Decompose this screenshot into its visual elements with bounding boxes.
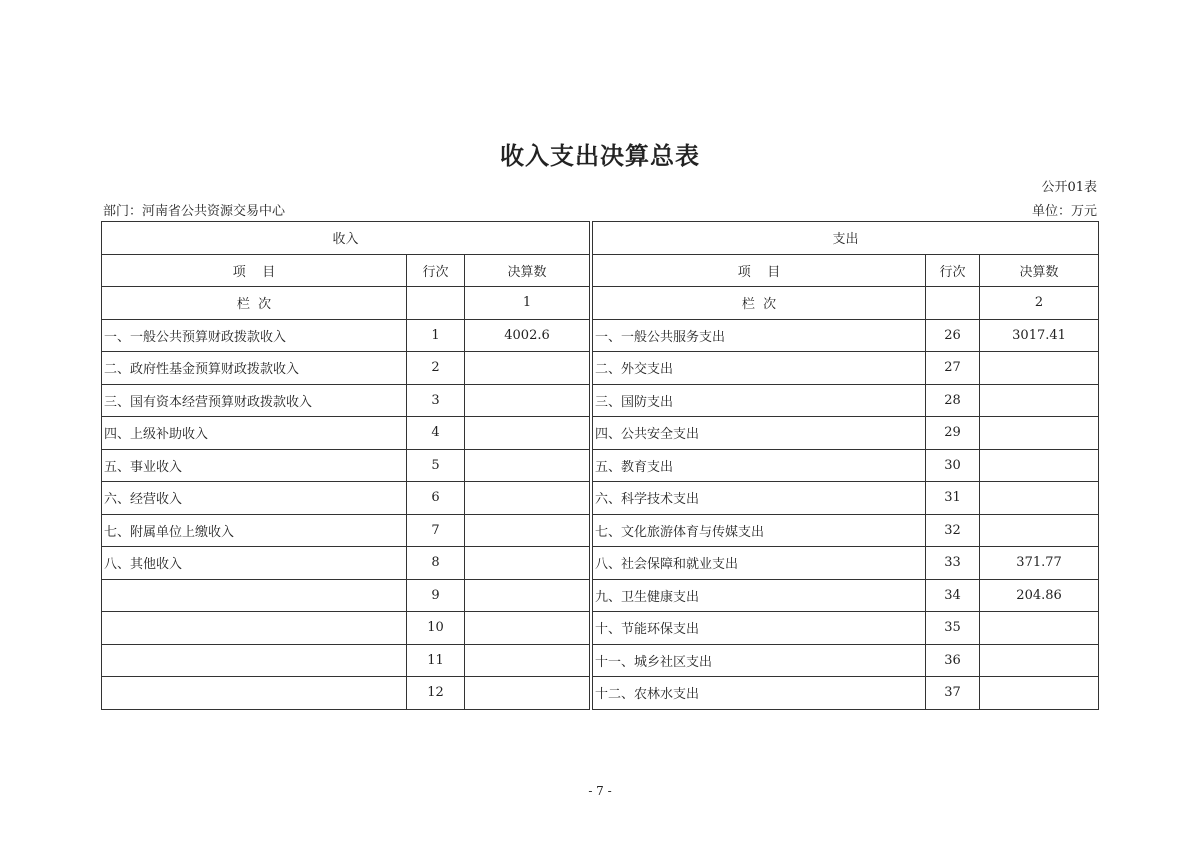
- income-row-no-cell: 2: [407, 352, 465, 385]
- table-row: [102, 449, 1099, 482]
- expense-row-no-cell: 28: [926, 384, 980, 417]
- table-row: [102, 482, 1099, 515]
- income-expense-table: [101, 221, 1099, 710]
- expense-item-cell: 二、外交支出: [593, 352, 926, 385]
- expense-row-no-cell: 27: [926, 352, 980, 385]
- income-row-no-cell: 1: [407, 319, 465, 352]
- expense-row-no-cell: 29: [926, 417, 980, 450]
- income-item-cell: [102, 579, 407, 612]
- income-amount-cell: [465, 612, 590, 645]
- income-item-cell: 三、国有资本经营预算财政拨款收入: [102, 384, 407, 417]
- table-row: [102, 612, 1099, 645]
- expense-item-cell: 六、科学技术支出: [593, 482, 926, 515]
- column-index-row: [102, 287, 1099, 320]
- income-row-no-cell: 5: [407, 449, 465, 482]
- department-label: 部门：河南省公共资源交易中心: [103, 204, 286, 219]
- income-item-cell: 七、附属单位上缴收入: [102, 514, 407, 547]
- expense-amount-cell: [980, 384, 1099, 417]
- expense-row-no-index: [926, 287, 980, 320]
- income-item-cell: 六、经营收入: [102, 482, 407, 515]
- income-row-no-cell: 11: [407, 644, 465, 677]
- table-row: [102, 384, 1099, 417]
- expense-item-cell: 十一、城乡社区支出: [593, 644, 926, 677]
- income-amount-cell: [465, 514, 590, 547]
- income-amount-cell: [465, 579, 590, 612]
- expense-row-no-cell: 36: [926, 644, 980, 677]
- income-amount-header: 决算数: [465, 254, 590, 287]
- income-amount-cell: [465, 417, 590, 450]
- expense-row-no-cell: 33: [926, 547, 980, 580]
- income-amount-cell: [465, 449, 590, 482]
- table-row: [102, 579, 1099, 612]
- expense-amount-cell: [980, 352, 1099, 385]
- income-amount-cell: [465, 677, 590, 710]
- income-amount-cell: [465, 384, 590, 417]
- expense-amount-cell: [980, 482, 1099, 515]
- income-column-index: 1: [465, 287, 590, 320]
- table-row: [102, 319, 1099, 352]
- expense-row-no-cell: 34: [926, 579, 980, 612]
- income-row-no-cell: 3: [407, 384, 465, 417]
- column-header-row: [102, 254, 1099, 287]
- income-row-no-cell: 12: [407, 677, 465, 710]
- expense-amount-cell: [980, 677, 1099, 710]
- income-section-header: 收入: [102, 222, 590, 255]
- expense-row-no-cell: 30: [926, 449, 980, 482]
- income-column-label: 栏 次: [102, 287, 407, 320]
- income-item-cell: 一、一般公共预算财政拨款收入: [102, 319, 407, 352]
- income-row-no-header: 行次: [407, 254, 465, 287]
- income-amount-cell: [465, 352, 590, 385]
- income-amount-cell: [465, 644, 590, 677]
- table-row: [102, 352, 1099, 385]
- page-number: - 7 -: [588, 784, 612, 798]
- expense-item-cell: 三、国防支出: [593, 384, 926, 417]
- expense-row-no-header: 行次: [926, 254, 980, 287]
- income-item-cell: [102, 677, 407, 710]
- table-row: [102, 677, 1099, 710]
- expense-amount-header: 决算数: [980, 254, 1099, 287]
- expense-amount-cell: 204.86: [980, 579, 1099, 612]
- income-item-cell: 八、其他收入: [102, 547, 407, 580]
- expense-item-header: 项 目: [593, 254, 926, 287]
- expense-item-cell: 十、节能环保支出: [593, 612, 926, 645]
- unit-label: 单位：万元: [1031, 204, 1097, 219]
- income-amount-cell: 4002.6: [465, 319, 590, 352]
- table-row: [102, 644, 1099, 677]
- expense-row-no-cell: 32: [926, 514, 980, 547]
- table-row: [102, 514, 1099, 547]
- expense-amount-cell: [980, 644, 1099, 677]
- expense-row-no-cell: 37: [926, 677, 980, 710]
- income-row-no-cell: 4: [407, 417, 465, 450]
- income-row-no-cell: 8: [407, 547, 465, 580]
- report-title: 收入支出决算总表: [500, 142, 700, 170]
- expense-amount-cell: [980, 612, 1099, 645]
- income-row-no-index: [407, 287, 465, 320]
- income-item-cell: 二、政府性基金预算财政拨款收入: [102, 352, 407, 385]
- income-item-cell: 五、事业收入: [102, 449, 407, 482]
- section-header-row: [102, 222, 1099, 255]
- expense-row-no-cell: 31: [926, 482, 980, 515]
- expense-row-no-cell: 35: [926, 612, 980, 645]
- expense-column-index: 2: [980, 287, 1099, 320]
- income-amount-cell: [465, 547, 590, 580]
- table-row: [102, 547, 1099, 580]
- expense-amount-cell: [980, 514, 1099, 547]
- income-item-cell: [102, 644, 407, 677]
- expense-item-cell: 七、文化旅游体育与传媒支出: [593, 514, 926, 547]
- income-row-no-cell: 9: [407, 579, 465, 612]
- expense-item-cell: 十二、农林水支出: [593, 677, 926, 710]
- income-amount-cell: [465, 482, 590, 515]
- expense-item-cell: 九、卫生健康支出: [593, 579, 926, 612]
- form-number: 公开01表: [1041, 180, 1097, 195]
- income-row-no-cell: 6: [407, 482, 465, 515]
- expense-item-cell: 四、公共安全支出: [593, 417, 926, 450]
- expense-item-cell: 一、一般公共服务支出: [593, 319, 926, 352]
- income-item-cell: [102, 612, 407, 645]
- expense-column-label: 栏 次: [593, 287, 926, 320]
- expense-item-cell: 八、社会保障和就业支出: [593, 547, 926, 580]
- table-row: [102, 417, 1099, 450]
- income-row-no-cell: 10: [407, 612, 465, 645]
- expense-amount-cell: [980, 449, 1099, 482]
- expense-section-header: 支出: [593, 222, 1099, 255]
- expense-amount-cell: 371.77: [980, 547, 1099, 580]
- income-item-cell: 四、上级补助收入: [102, 417, 407, 450]
- expense-amount-cell: [980, 417, 1099, 450]
- expense-amount-cell: 3017.41: [980, 319, 1099, 352]
- income-item-header: 项 目: [102, 254, 407, 287]
- expense-item-cell: 五、教育支出: [593, 449, 926, 482]
- expense-row-no-cell: 26: [926, 319, 980, 352]
- income-row-no-cell: 7: [407, 514, 465, 547]
